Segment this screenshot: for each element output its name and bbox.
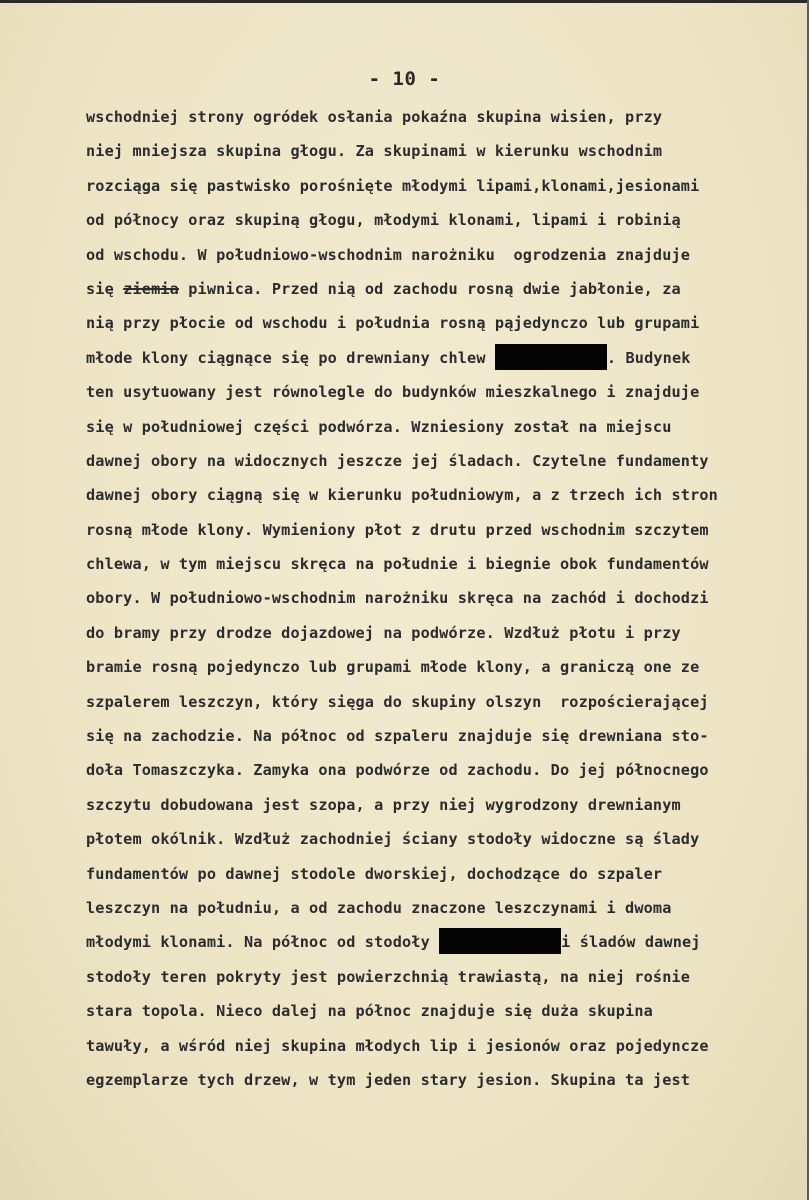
line-text-segment: piwnica. Przed nią od zachodu rosną dwie jabłonie, za (178, 279, 681, 298)
text-line: doła Tomaszczyka. Zamyka ona podwórze od zachodu. Do jej północnego (86, 761, 709, 780)
text-line: rozciąga się pastwisko porośnięte młodymi lipami,klonami,jesionami (86, 176, 700, 195)
text-line: od wschodu. W południowo-wschodnim narożniku ogrodzenia znajduje (86, 245, 691, 264)
text-line: egzemplarze tych drzew, w tym jeden stary jesion. Skupina ta jest (86, 1070, 691, 1089)
text-line: dawnej obory ciągną się w kierunku południowym, a z trzech ich stron (86, 486, 718, 505)
text-line (86, 272, 809, 306)
body-text (86, 100, 809, 1097)
text-line: fundamentów po dawnej stodole dworskiej, dochodzące do szpaler (86, 864, 663, 883)
text-line: wschodniej strony ogródek osłania pokaźna skupina wisien, przy (86, 108, 663, 126)
text-line: stara topola. Nieco dalej na północ znajduje się duża skupina (86, 1002, 653, 1021)
text-line: chlewa, w tym miejscu skręca na południe i biegnie obok fundamentów (86, 555, 709, 574)
text-line (86, 341, 809, 375)
struck-out-word: ziemia (123, 279, 179, 298)
text-line: dawnej obory na widocznych jeszcze jej śladach. Czytelne fundamenty (86, 451, 709, 470)
text-line: stodoły teren pokryty jest powierzchnią trawiastą, na niej rośnie (86, 967, 691, 986)
redaction-box (439, 928, 561, 954)
text-line: się w południowej części podwórza. Wzniesiony został na miejscu (86, 417, 672, 436)
text-line: niej mniejsza skupina głogu. Za skupinami w kierunku wschodnim (86, 142, 663, 161)
line-text-segment: i śladów dawnej (561, 933, 701, 952)
redaction-box (495, 344, 607, 370)
line-text-segment: się (86, 279, 124, 298)
text-line: ten usytuowany jest równolegle do budynków mieszkalnego i znajduje (86, 383, 700, 402)
text-line: od północy oraz skupiną głogu, młodymi klonami, lipami i robinią (86, 211, 681, 230)
text-line (86, 925, 809, 959)
text-line: do bramy przy drodze dojazdowej na podwórze. Wzdłuż płotu i przy (86, 623, 681, 642)
text-line: nią przy płocie od wschodu i południa rosną pąjedynczo lub grupami (86, 314, 700, 333)
line-text-segment: młode klony ciągnące się po drewniany chlew (86, 348, 495, 367)
page-number: - 10 - (368, 68, 441, 90)
text-line: się na zachodzie. Na północ od szpaleru znajduje się drewniana sto- (86, 727, 709, 746)
line-text-segment: młodymi klonami. Na północ od stodoły (86, 933, 440, 952)
text-line: szczytu dobudowana jest szopa, a przy niej wygrodzony drewnianym (86, 795, 681, 814)
text-line: szpalerem leszczyn, który sięga do skupiny olszyn rozpościerającej (86, 692, 709, 711)
text-line: tawuły, a wśród niej skupina młodych lip i jesionów oraz pojedyncze (86, 1036, 709, 1055)
line-text-segment: . Budynek (606, 348, 691, 367)
text-line: rosną młode klony. Wymieniony płot z drutu przed wschodnim szczytem (86, 520, 709, 539)
text-line: leszczyn na południu, a od zachodu znaczone leszczynami i dwoma (86, 898, 672, 917)
text-line: płotem okólnik. Wzdłuż zachodniej ściany stodoły widoczne są ślady (86, 830, 700, 849)
text-line: obory. W południowo-wschodnim narożniku skręca na zachód i dochodzi (86, 589, 709, 608)
text-line: bramie rosną pojedynczo lub grupami młode klony, a graniczą one ze (86, 658, 700, 677)
scan-edge-top (0, 0, 809, 3)
